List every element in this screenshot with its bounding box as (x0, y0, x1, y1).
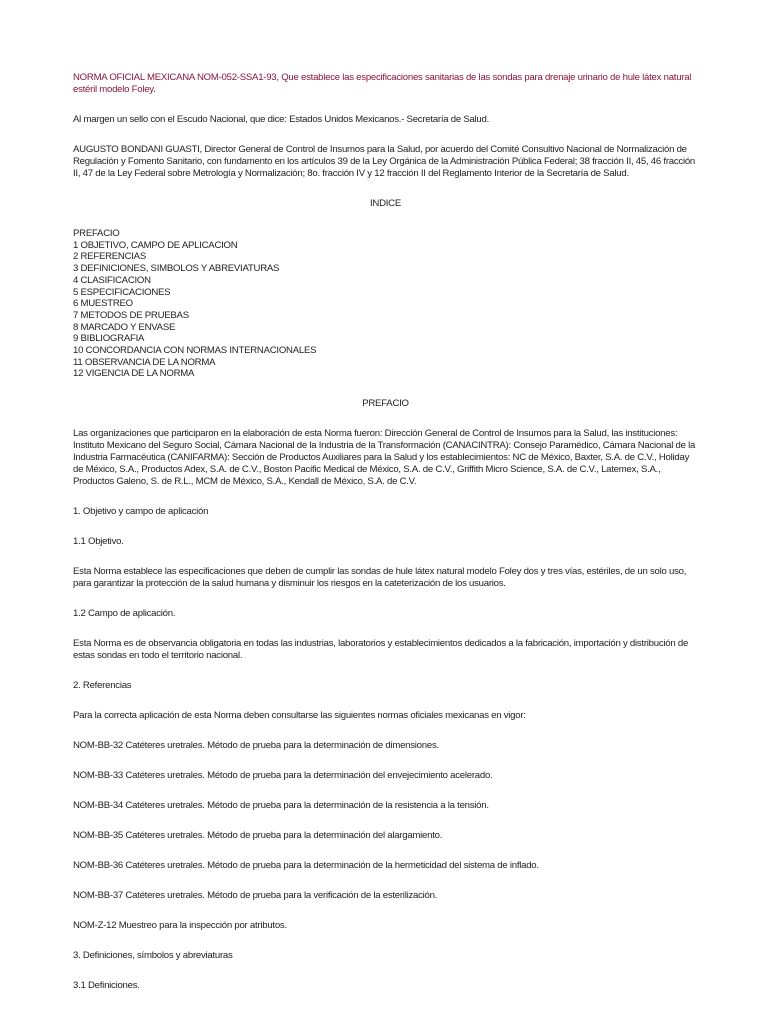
index-item-9: 9 BIBLIOGRAFIA (73, 333, 145, 345)
reference-nom-bb-32: NOM-BB-32 Catéteres uretrales. Método de prueba para la determinación de dimensiones. (73, 740, 439, 752)
index-item-10: 10 CONCORDANCIA CON NORMAS INTERNACIONALES (73, 345, 317, 357)
section-1-1-heading: 1.1 Objetivo. (73, 536, 124, 548)
section-1-2-heading: 1.2 Campo de aplicación. (73, 608, 176, 620)
index-item-6: 6 MUESTREO (73, 298, 133, 310)
index-list (73, 228, 698, 380)
prefacio-heading: PREFACIO (362, 398, 409, 410)
document-content (73, 72, 698, 1010)
index-item-7: 7 METODOS DE PRUEBAS (73, 309, 189, 321)
index-item-1: 1 OBJETIVO, CAMPO DE APLICACION (73, 239, 238, 251)
index-item-prefacio: PREFACIO (73, 228, 120, 239)
section-3-1-heading: 3.1 Definiciones. (73, 980, 140, 992)
index-item-5: 5 ESPECIFICACIONES (73, 286, 171, 298)
reference-nom-bb-37: NOM-BB-37 Catéteres uretrales. Método de prueba para la verificación de la esterilización. (73, 890, 438, 902)
section-3-heading: 3. Definiciones, símbolos y abreviaturas (73, 950, 233, 962)
reference-nom-z-12: NOM-Z-12 Muestreo para la inspección por atributos. (73, 920, 287, 932)
reference-nom-bb-34: NOM-BB-34 Catéteres uretrales. Método de prueba para la determinación de la resistencia a la tensión. (73, 800, 489, 812)
index-item-11: 11 OBSERVANCIA DE LA NORMA (73, 356, 216, 368)
document-title: NORMA OFICIAL MEXICANA NOM-052-SSA1-93, Que establece las especificaciones sanitarias de las sondas para drenaje urinario de hule látex natural estéril modelo Foley. (73, 72, 692, 95)
authority-paragraph: AUGUSTO BONDANI GUASTI, Director General de Control de Insumos para la Salud, por acuerdo del Comité Consultivo Nacional de Normalización de Regulación y Fomento Sanitario, con fundamento en los artículos 39 de la Ley Orgánica de la Administración Pública Federal; 38 fracción II, 45, 46 fracción II, 47 de la Ley Federal sobre Metrología y Normalización; 8o. fracción IV y 12 fracción II del Reglamento Interior de la Secretaría de Salud. (73, 144, 695, 179)
section-2-heading: 2. Referencias (73, 680, 132, 692)
section-1-1-paragraph: Esta Norma establece las especificaciones que deben de cumplir las sondas de hule látex natural modelo Foley dos y tres vías, estériles, de un solo uso, para garantizar la protección de la salud humana y disminuir los riesgos en la cateterización de los usuarios. (73, 566, 687, 590)
reference-nom-bb-36: NOM-BB-36 Catéteres uretrales. Método de prueba para la determinación de la hermeticidad del sistema de inflado. (73, 860, 539, 872)
section-1-heading: 1. Objetivo y campo de aplicación (73, 506, 209, 518)
index-item-3: 3 DEFINICIONES, SIMBOLOS Y ABREVIATURAS (73, 263, 280, 275)
reference-nom-bb-35: NOM-BB-35 Catéteres uretrales. Método de prueba para la determinación del alargamiento. (73, 830, 443, 842)
reference-nom-bb-33: NOM-BB-33 Catéteres uretrales. Método de prueba para la determinación del envejecimiento acelerado. (73, 770, 493, 782)
index-item-4: 4 CLASIFICACION (73, 274, 151, 286)
index-item-8: 8 MARCADO Y ENVASE (73, 321, 176, 333)
section-2-paragraph: Para la correcta aplicación de esta Norma deben consultarse las siguientes normas oficiales mexicanas en vigor: (73, 710, 526, 722)
prefacio-paragraph: Las organizaciones que participaron en la elaboración de esta Norma fueron: Dirección General de Control de Insumos para la Salud, las instituciones: Instituto Mexicano del Seguro Social, Cámara Nacional de la Industria de la Transformación (CANACINTRA): Consejo Paramédico, Cámara Nacional de la Industria Farmacéutica (CANIFARMA): Sección de Productos Auxiliares para la Salud y los establecimientos: NC de México, Baxter, S.A. de C.V., Holiday de México, S.A., Productos Adex, S.A. de C.V., Boston Pacific Medical de México, S.A. de C.V., Griffith Micro Science, S.A. de C.V., Latemex, S.A., Productos Galeno, S. de R.L., MCM de México, S.A., Kendall de México, S.A. de C.V. (73, 428, 696, 488)
intro-paragraph: Al margen un sello con el Escudo Nacional, que dice: Estados Unidos Mexicanos.- Secretaría de Salud. (73, 114, 490, 125)
index-heading: INDICE (369, 198, 401, 209)
index-item-12: 12 VIGENCIA DE LA NORMA (73, 368, 195, 380)
section-1-2-paragraph: Esta Norma es de observancia obligatoria en todas las industrias, laboratorios y establecimientos dedicados a la fabricación, importación y distribución de estas sondas en todo el territorio nacional. (73, 638, 689, 662)
index-item-2: 2 REFERENCIAS (73, 251, 146, 263)
